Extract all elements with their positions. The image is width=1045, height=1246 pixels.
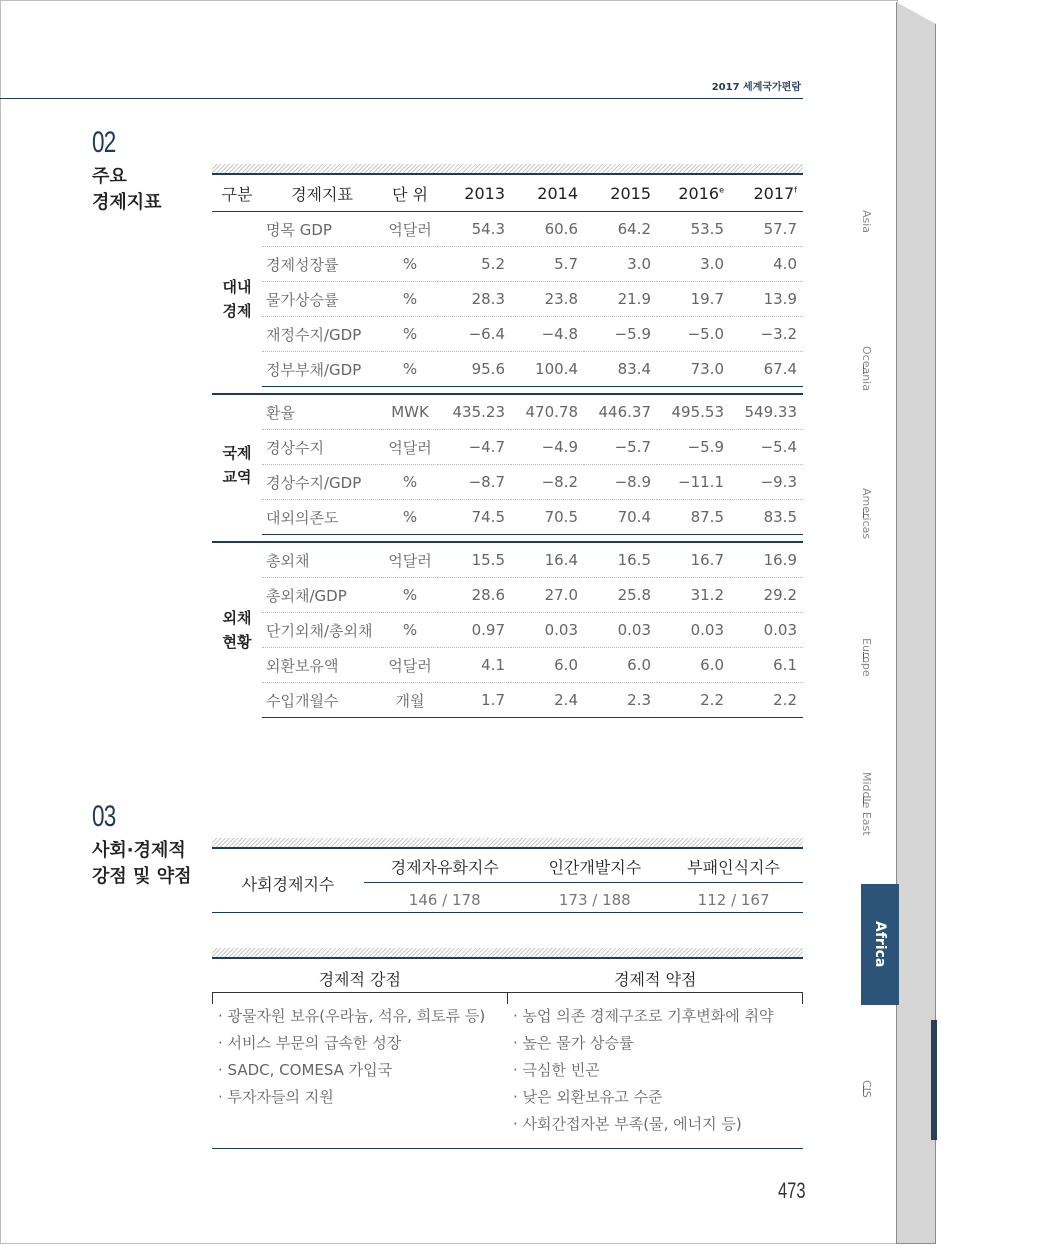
- indicator-value: 6.0: [584, 648, 657, 683]
- indicator-value: 83.4: [584, 352, 657, 387]
- group-separator: [212, 387, 803, 395]
- table-row: [212, 648, 803, 683]
- side-tab-americas[interactable]: Americas: [860, 488, 873, 540]
- list-item: · 농업 의존 경제구조로 기후변화에 취약: [513, 1007, 774, 1025]
- page-edge: [896, 2, 936, 1244]
- indicator-value: 3.0: [584, 247, 657, 282]
- indicator-unit: %: [382, 500, 438, 535]
- indicator-value: 95.6: [438, 352, 511, 387]
- indicator-value: 19.7: [657, 282, 730, 317]
- indicator-unit: 억달러: [382, 648, 438, 683]
- indicator-name: 단기외채/총외채: [262, 613, 382, 648]
- sw-bottom-rule: [212, 1148, 803, 1149]
- socio-value: 173 / 188: [558, 891, 631, 909]
- strengths-list: [218, 1003, 485, 1111]
- page-number: 473: [778, 1178, 806, 1203]
- list-item: · 서비스 부문의 급속한 성장: [218, 1034, 402, 1052]
- indicator-value: 53.5: [657, 212, 730, 247]
- list-item: · 광물자원 보유(우라늄, 석유, 희토류 등): [218, 1007, 486, 1025]
- indicator-value: 28.3: [438, 282, 511, 317]
- indicator-name: 총외채: [262, 542, 382, 578]
- indicator-value: 2.2: [730, 683, 803, 718]
- indicator-value: 73.0: [657, 352, 730, 387]
- indicator-value: 16.5: [584, 542, 657, 578]
- table-row: [212, 352, 803, 387]
- indicator-name: 외환보유액: [262, 648, 382, 683]
- indicator-value: 57.7: [730, 212, 803, 247]
- table-row: [212, 578, 803, 613]
- indicator-unit: %: [382, 613, 438, 648]
- indicator-value: 5.2: [438, 247, 511, 282]
- indicator-unit: 억달러: [382, 542, 438, 578]
- group-separator: [212, 535, 803, 543]
- indicator-unit: %: [382, 465, 438, 500]
- indicator-value: 6.1: [730, 648, 803, 683]
- section-3-number: 03: [92, 800, 116, 833]
- side-tab-oceania[interactable]: Oceania: [860, 346, 873, 391]
- indicator-value: 6.0: [657, 648, 730, 683]
- indicator-value: 0.97: [438, 613, 511, 648]
- header-rule: [0, 98, 803, 99]
- indicator-value: 4.0: [730, 247, 803, 282]
- socio-value: 112 / 167: [697, 891, 770, 909]
- indicator-value: 549.33: [730, 394, 803, 430]
- table-header-row: 구분 경제지표 단 위 2013 2014 2015 2016e 2017$^f$: [212, 176, 803, 212]
- weaknesses-title: 경제적 약점: [614, 970, 697, 989]
- indicator-value: −5.4: [730, 430, 803, 465]
- indicator-value: 31.2: [657, 578, 730, 613]
- weaknesses-list: [513, 1003, 773, 1138]
- indicator-value: 16.4: [511, 542, 584, 578]
- indicator-value: −8.9: [584, 465, 657, 500]
- indicator-name: 총외채/GDP: [262, 578, 382, 613]
- socio-header: 인간개발지수: [525, 850, 664, 883]
- indicator-value: 16.9: [730, 542, 803, 578]
- indicator-value: −6.4: [438, 317, 511, 352]
- indicator-value: 87.5: [657, 500, 730, 535]
- indicator-value: −5.0: [657, 317, 730, 352]
- socio-header: 경제자유화지수: [364, 850, 525, 883]
- indicator-value: −11.1: [657, 465, 730, 500]
- side-tab-asia[interactable]: Asia: [860, 210, 873, 234]
- table-row: [212, 500, 803, 535]
- sw-hatch: [212, 948, 803, 959]
- indicator-name: 대외의존도: [262, 500, 382, 535]
- section-2-number: 02: [92, 126, 116, 159]
- indicator-value: 28.6: [438, 578, 511, 613]
- indicator-value: 1.7: [438, 683, 511, 718]
- indicator-value: 0.03: [584, 613, 657, 648]
- table-row: [212, 430, 803, 465]
- table-top-hatch: [212, 164, 803, 175]
- indicator-unit: %: [382, 317, 438, 352]
- indicator-value: −5.9: [657, 430, 730, 465]
- table-row: [212, 613, 803, 648]
- side-tab-africa[interactable]: Africa: [861, 884, 899, 1005]
- book-title: 2017 세계국가편람: [711, 82, 801, 93]
- economic-indicators-table: [212, 176, 803, 718]
- indicator-name: 수입개월수: [262, 683, 382, 718]
- sw-divider: [507, 992, 508, 1004]
- indicator-value: 16.7: [657, 542, 730, 578]
- indicator-value: 6.0: [511, 648, 584, 683]
- indicator-value: 70.4: [584, 500, 657, 535]
- indicator-value: 27.0: [511, 578, 584, 613]
- page-edge-marker: [931, 1020, 937, 1140]
- table-row: [212, 683, 803, 718]
- indicator-value: 100.4: [511, 352, 584, 387]
- table-row: [212, 317, 803, 352]
- category-label: 국제 교역: [222, 443, 252, 486]
- sw-header: [212, 962, 803, 993]
- indicator-value: 23.8: [511, 282, 584, 317]
- indicator-value: 60.6: [511, 212, 584, 247]
- sw-tick: [212, 992, 213, 1004]
- indicator-name: 경상수지/GDP: [262, 465, 382, 500]
- indicator-value: 25.8: [584, 578, 657, 613]
- section-3-title: 사회·경제적 강점 및 약점: [92, 840, 192, 887]
- indicator-value: 446.37: [584, 394, 657, 430]
- socio-hatch: [212, 838, 803, 849]
- indicator-name: 경제성장률: [262, 247, 382, 282]
- indicator-value: 2.4: [511, 683, 584, 718]
- indicator-value: 0.03: [511, 613, 584, 648]
- indicator-value: 0.03: [657, 613, 730, 648]
- indicator-unit: 개월: [382, 683, 438, 718]
- list-item: · 극심한 빈곤: [513, 1061, 600, 1079]
- indicator-value: 54.3: [438, 212, 511, 247]
- indicator-value: 29.2: [730, 578, 803, 613]
- indicator-name: 재정수지/GDP: [262, 317, 382, 352]
- indicator-value: 435.23: [438, 394, 511, 430]
- indicator-value: 470.78: [511, 394, 584, 430]
- indicator-value: −8.7: [438, 465, 511, 500]
- socio-index-table: [212, 850, 803, 917]
- indicator-value: −4.8: [511, 317, 584, 352]
- indicator-value: 15.5: [438, 542, 511, 578]
- indicator-value: 4.1: [438, 648, 511, 683]
- indicator-unit: %: [382, 578, 438, 613]
- indicator-name: 명목 GDP: [262, 212, 382, 247]
- section-2-title: 주요 경제지표: [92, 166, 162, 213]
- list-item: · 투자자들의 지원: [218, 1088, 334, 1106]
- indicator-value: 2.2: [657, 683, 730, 718]
- indicator-value: −9.3: [730, 465, 803, 500]
- indicator-value: 3.0: [657, 247, 730, 282]
- indicator-value: −3.2: [730, 317, 803, 352]
- list-item: · 높은 물가 상승률: [513, 1034, 634, 1052]
- socio-value: 146 / 178: [408, 891, 481, 909]
- category-label: 대내 경제: [222, 278, 252, 321]
- socio-header: 부패인식지수: [664, 850, 803, 883]
- indicator-value: 83.5: [730, 500, 803, 535]
- side-tab-cis[interactable]: CIS: [860, 1080, 873, 1098]
- indicator-value: 70.5: [511, 500, 584, 535]
- indicator-value: 67.4: [730, 352, 803, 387]
- indicator-value: 495.53: [657, 394, 730, 430]
- indicator-name: 환율: [262, 394, 382, 430]
- indicator-name: 물가상승률: [262, 282, 382, 317]
- indicator-value: −8.2: [511, 465, 584, 500]
- list-item: · SADC, COMESA 가입국: [218, 1061, 393, 1079]
- table-row: [212, 282, 803, 317]
- indicator-value: −4.9: [511, 430, 584, 465]
- list-item: · 사회간접자본 부족(물, 에너지 등): [513, 1115, 742, 1133]
- indicator-value: 74.5: [438, 500, 511, 535]
- indicator-unit: %: [382, 282, 438, 317]
- socio-label: 사회경제지수: [241, 875, 335, 894]
- table-row: [212, 394, 803, 430]
- indicator-value: 21.9: [584, 282, 657, 317]
- side-tab-europe[interactable]: Europe: [860, 638, 873, 677]
- table-row: [212, 465, 803, 500]
- indicator-unit: 억달러: [382, 430, 438, 465]
- indicator-unit: MWK: [382, 394, 438, 430]
- indicator-value: 13.9: [730, 282, 803, 317]
- indicator-value: 5.7: [511, 247, 584, 282]
- socio-bottom-rule: [212, 912, 803, 913]
- indicator-unit: %: [382, 247, 438, 282]
- indicator-name: 경상수지: [262, 430, 382, 465]
- category-label: 외채 현황: [222, 609, 252, 652]
- indicator-value: −5.9: [584, 317, 657, 352]
- indicator-value: 64.2: [584, 212, 657, 247]
- table-row: [212, 542, 803, 578]
- indicator-name: 정부부채/GDP: [262, 352, 382, 387]
- sw-tick: [802, 992, 803, 1004]
- list-item: · 낮은 외환보유고 수준: [513, 1088, 663, 1106]
- table-row: [212, 212, 803, 247]
- strengths-title: 경제적 강점: [318, 970, 401, 989]
- indicator-value: −5.7: [584, 430, 657, 465]
- indicator-unit: 억달러: [382, 212, 438, 247]
- table-row: [212, 247, 803, 282]
- indicator-value: 2.3: [584, 683, 657, 718]
- indicator-unit: %: [382, 352, 438, 387]
- side-tab-middle-east[interactable]: Middle East: [860, 772, 873, 836]
- indicator-value: −4.7: [438, 430, 511, 465]
- indicator-value: 0.03: [730, 613, 803, 648]
